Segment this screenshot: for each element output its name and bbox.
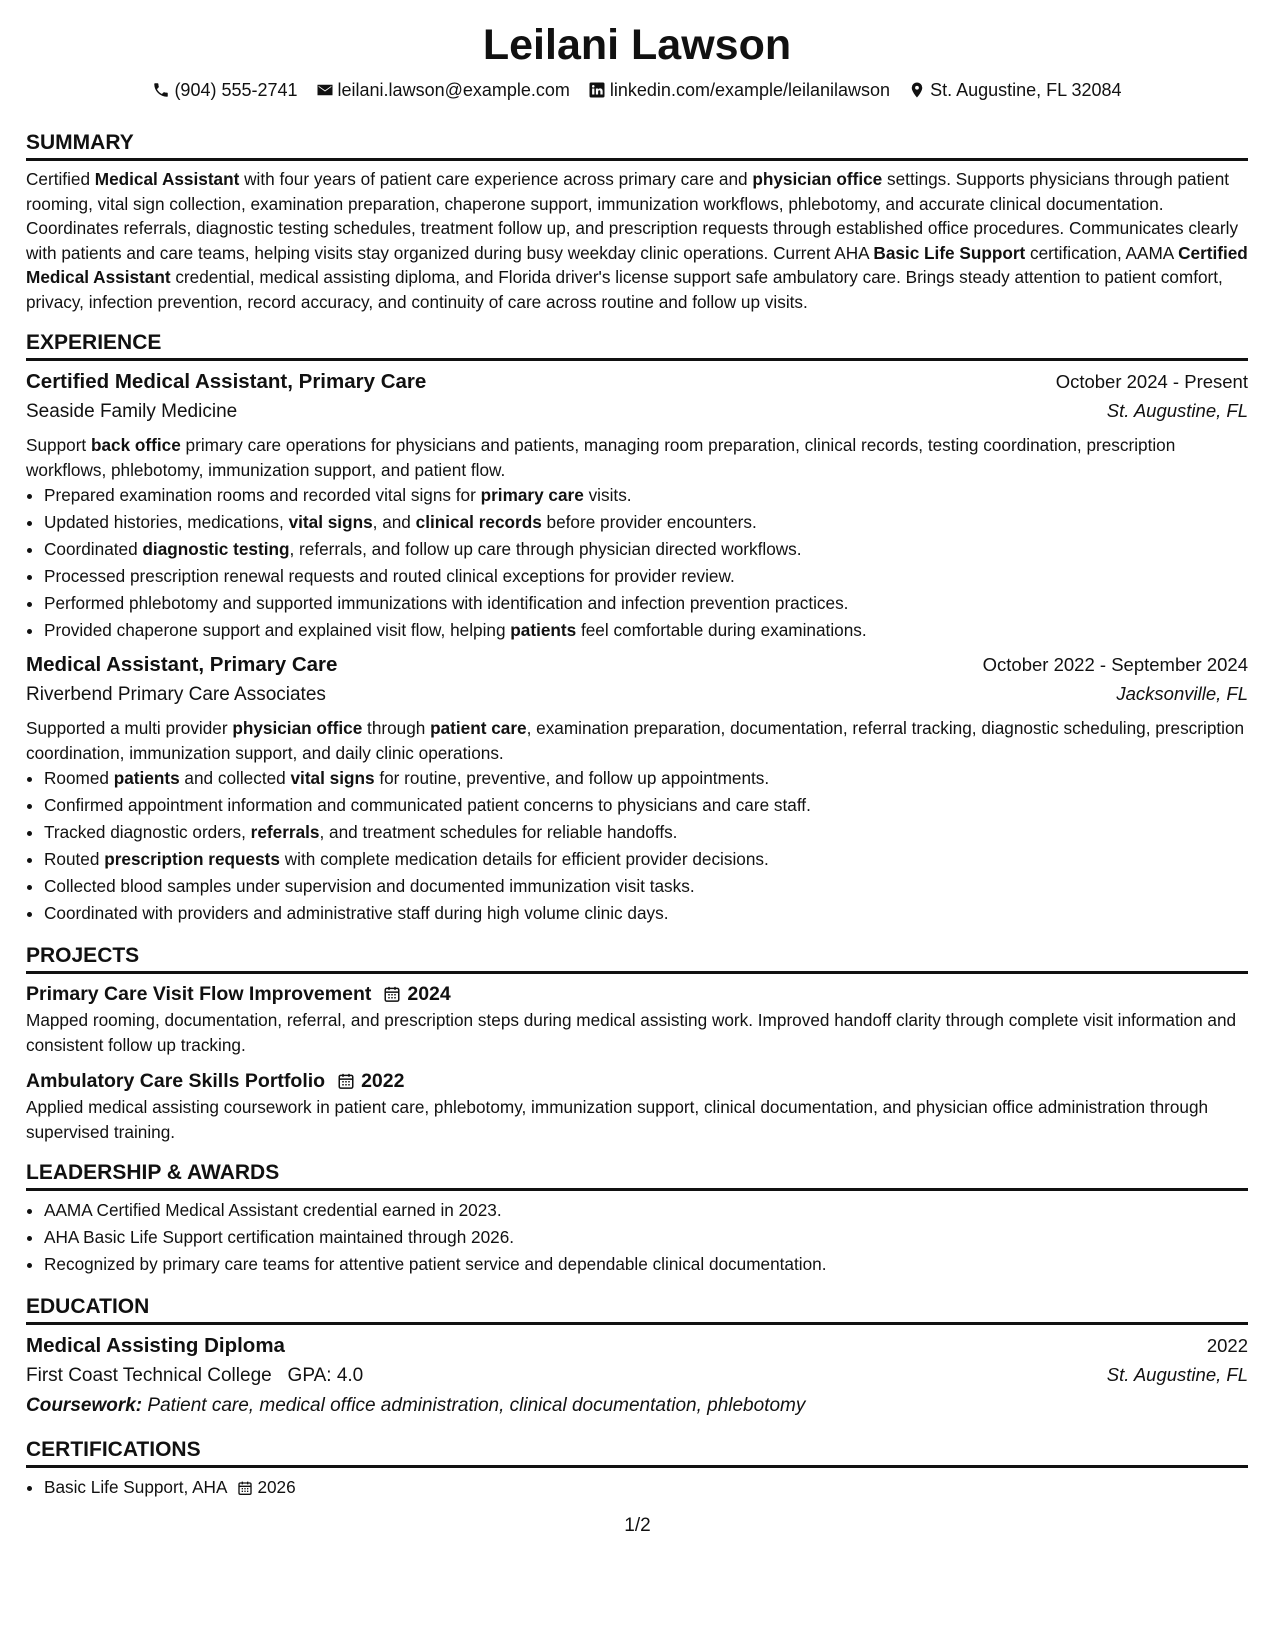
job-description: [26, 433, 1248, 482]
education-year: 2022: [1206, 1335, 1248, 1356]
job-company: Riverbend Primary Care Associates: [26, 684, 326, 705]
list-item: • Recognized by primary care teams for attentive patient service and dependable clinical documentation.: [44, 1251, 1248, 1278]
school-name: First Coast Technical College: [26, 1365, 272, 1386]
list-item: • Roomed patients and collected vital signs for routine, preventive, and follow up appointments.: [44, 765, 1248, 792]
desc-part: Support: [26, 435, 91, 455]
experience-section: [26, 330, 1248, 927]
summary-part: settings. Supports physicians through patient rooming, vital sign collection, examination preparation, chaperone support, immunization workflows, phlebotomy, and accurate clinical documentation. Coordinates referrals, diagnostic testing schedules, treatment follow up, and prescription requests through established office procedures. Communicates clearly with patients and care teams, helping visits stay organized during busy weekday clinic operations. Current AHA: [26, 169, 1239, 263]
summary-bold: Medical Assistant: [94, 169, 240, 189]
phone-icon: [152, 81, 170, 99]
list-item: [44, 1474, 1248, 1501]
list-item: • Provided chaperone support and explained visit flow, helping patients feel comfortable during examinations.: [44, 617, 1248, 644]
summary-section: [26, 130, 1248, 314]
section-title: EXPERIENCE: [26, 330, 1248, 361]
email-text: leilani.lawson@example.com: [337, 80, 570, 100]
contact-phone: [152, 78, 297, 102]
job-title: Certified Medical Assistant, Primary Care: [26, 370, 427, 393]
desc-bold: patient care: [430, 718, 527, 738]
school-location: St. Augustine, FL: [1106, 1364, 1248, 1385]
degree: Medical Assisting Diploma: [26, 1334, 285, 1357]
section-title: PROJECTS: [26, 943, 1248, 974]
job-location: St. Augustine, FL: [1106, 400, 1248, 421]
summary-text: [26, 167, 1248, 314]
project-entry: [26, 980, 1248, 1057]
list-item: • Updated histories, medications, vital signs, and clinical records before provider encounters.: [44, 509, 1248, 536]
page-number: 1/2: [624, 1515, 651, 1536]
projects-section: [26, 943, 1248, 1144]
list-item: • Routed prescription requests with complete medication details for efficient provider decisions.: [44, 846, 1248, 873]
calendar-icon: [383, 985, 401, 1003]
summary-bold: physician office: [752, 169, 883, 189]
job-company: Seaside Family Medicine: [26, 401, 238, 422]
project-description: Mapped rooming, documentation, referral, and prescription steps during medical assisting work. Improved handoff clarity through complete visit information and consistent follow up tracking.: [26, 1010, 1237, 1055]
candidate-name: Leilani Lawson: [482, 21, 792, 69]
list-item: • Collected blood samples under supervision and documented immunization visit tasks.: [44, 873, 1248, 900]
certifications-section: [26, 1437, 1248, 1501]
coursework-label: Coursework:: [26, 1395, 143, 1416]
list-item: • Coordinated with providers and administrative staff during high volume clinic days.: [44, 900, 1248, 927]
coursework-list: Patient care, medical office administration, clinical documentation, phlebotomy: [142, 1395, 806, 1416]
job-entry: [26, 650, 1248, 927]
phone-text: (904) 555-2741: [174, 80, 298, 100]
job-bullets: [26, 482, 1248, 644]
contact-location: [908, 78, 1121, 102]
job-bullets: [26, 765, 1248, 927]
summary-part: Certified: [26, 169, 95, 189]
envelope-icon: [316, 81, 334, 99]
location-text: St. Augustine, FL 32084: [930, 80, 1122, 100]
project-name: Ambulatory Care Skills Portfolio: [26, 1070, 326, 1092]
project-year: 2024: [407, 983, 451, 1005]
list-item: • Tracked diagnostic orders, referrals, and treatment schedules for reliable handoffs.: [44, 819, 1248, 846]
desc-bold: back office: [90, 435, 181, 455]
contact-bar: [26, 78, 1248, 102]
project-entry: [26, 1067, 1248, 1144]
section-title: CERTIFICATIONS: [26, 1437, 1248, 1468]
project-description: Applied medical assisting coursework in patient care, phlebotomy, immunization support, clinical documentation, and physician office administration through supervised training.: [26, 1097, 1209, 1142]
desc-part: Supported a multi provider: [26, 718, 233, 738]
summary-part: certification, AAMA: [1025, 242, 1179, 263]
resume-page: [26, 18, 1248, 1501]
list-item: • Processed prescription renewal requests and routed clinical exceptions for provider review.: [44, 563, 1248, 590]
job-dates: October 2022 - September 2024: [982, 654, 1248, 675]
list-item: • Confirmed appointment information and communicated patient concerns to physicians and care staff.: [44, 792, 1248, 819]
desc-part: through: [362, 718, 431, 738]
linkedin-text: linkedin.com/example/leilanilawson: [609, 80, 891, 100]
calendar-icon: [337, 1072, 355, 1090]
contact-email[interactable]: [316, 78, 570, 102]
leadership-list: [26, 1197, 1248, 1278]
contact-linkedin[interactable]: [588, 78, 890, 102]
calendar-icon: [237, 1480, 253, 1496]
certification-year: 2026: [257, 1477, 296, 1497]
list-item: • AAMA Certified Medical Assistant credential earned in 2023.: [44, 1197, 1248, 1224]
coursework: [26, 1391, 1248, 1421]
desc-part: primary care operations for physicians and patients, managing room preparation, clinical records, testing coordination, prescription workflows, phlebotomy, immunization support, and patient flow.: [26, 435, 1176, 480]
list-item: • Coordinated diagnostic testing, referrals, and follow up care through physician directed workflows.: [44, 536, 1248, 563]
job-entry: [26, 367, 1248, 644]
project-name: Primary Care Visit Flow Improvement: [26, 983, 372, 1005]
gpa: GPA: 4.0: [287, 1365, 364, 1386]
job-title: Medical Assistant, Primary Care: [26, 653, 338, 676]
job-dates: October 2024 - Present: [1055, 371, 1248, 392]
job-description: [26, 716, 1248, 765]
linkedin-icon: [588, 81, 606, 99]
summary-bold: Basic Life Support: [873, 242, 1026, 263]
section-title: SUMMARY: [26, 130, 1248, 161]
map-pin-icon: [908, 81, 926, 99]
education-section: [26, 1294, 1248, 1421]
list-item: • AHA Basic Life Support certification maintained through 2026.: [44, 1224, 1248, 1251]
certification-name: • Basic Life Support, AHA: [44, 1477, 228, 1497]
section-title: EDUCATION: [26, 1294, 1248, 1325]
job-location: Jacksonville, FL: [1116, 683, 1248, 704]
leadership-section: [26, 1160, 1248, 1278]
list-item: • Performed phlebotomy and supported immunizations with identification and infection prevention practices.: [44, 590, 1248, 617]
section-title: LEADERSHIP & AWARDS: [26, 1160, 1248, 1191]
summary-part: with four years of patient care experience across primary care and: [239, 169, 753, 189]
project-year: 2022: [361, 1070, 405, 1092]
summary-bold: Certified Medical Assistant: [26, 242, 1248, 287]
list-item: • Prepared examination rooms and recorded vital signs for primary care visits.: [44, 482, 1248, 509]
desc-bold: physician office: [232, 718, 363, 738]
summary-part: credential, medical assisting diploma, and Florida driver's license support safe ambulatory care. Brings steady attention to patient comfort, privacy, infection prevention, record accuracy, and continuity of care across routine and follow up visits.: [26, 267, 1223, 312]
desc-part: , examination preparation, documentation, referral tracking, diagnostic scheduling, prescription coordination, immunization support, and daily clinic operations.: [26, 718, 1245, 763]
certifications-list: [26, 1474, 1248, 1501]
